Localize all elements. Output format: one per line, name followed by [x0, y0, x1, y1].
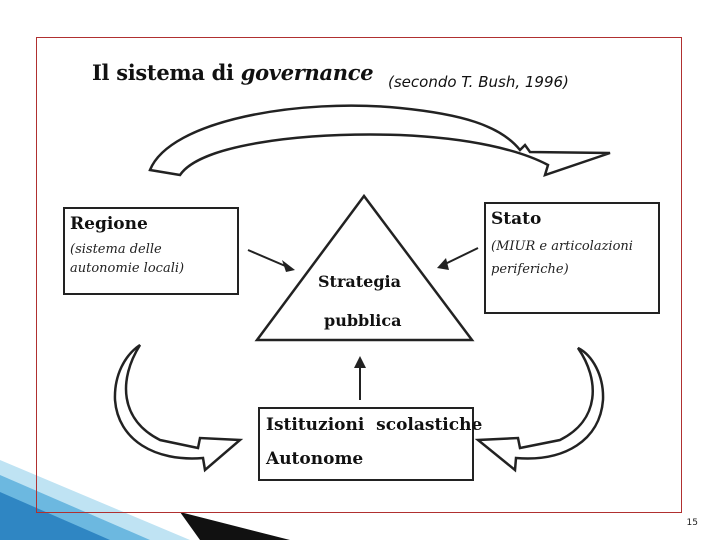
istituzioni-box	[258, 407, 483, 481]
right-curved-arrow	[478, 348, 603, 470]
arrowhead-stato	[437, 258, 449, 270]
arrow-regione-to-triangle	[248, 250, 290, 268]
stato-box	[484, 202, 660, 314]
source-note: (secondo T. Bush, 1996)	[388, 73, 569, 91]
title-emphasis: governance	[240, 60, 374, 85]
stato-note-1: (MIUR e articolazioni	[491, 239, 633, 254]
arrow-stato-to-triangle	[443, 248, 478, 265]
istituzioni-line-1: Istituzioni scolastiche	[266, 415, 483, 435]
arrowhead-istituzioni	[354, 356, 366, 368]
regione-heading: Regione	[70, 214, 148, 234]
stato-heading: Stato	[491, 209, 542, 229]
triangle-label-strategia: Strategia	[318, 272, 401, 291]
left-curved-arrow	[115, 345, 240, 470]
top-curved-arrow	[150, 106, 610, 175]
istituzioni-line-2: Autonome	[266, 449, 364, 469]
page-number: 15	[686, 518, 698, 528]
regione-note-2: autonomie locali)	[70, 261, 185, 276]
stato-note-2: periferiche)	[491, 262, 569, 277]
triangle-label-pubblica: pubblica	[324, 311, 402, 330]
regione-note-1: (sistema delle	[70, 242, 162, 257]
title-text: Il sistema di	[92, 60, 234, 85]
regione-box	[63, 207, 239, 295]
